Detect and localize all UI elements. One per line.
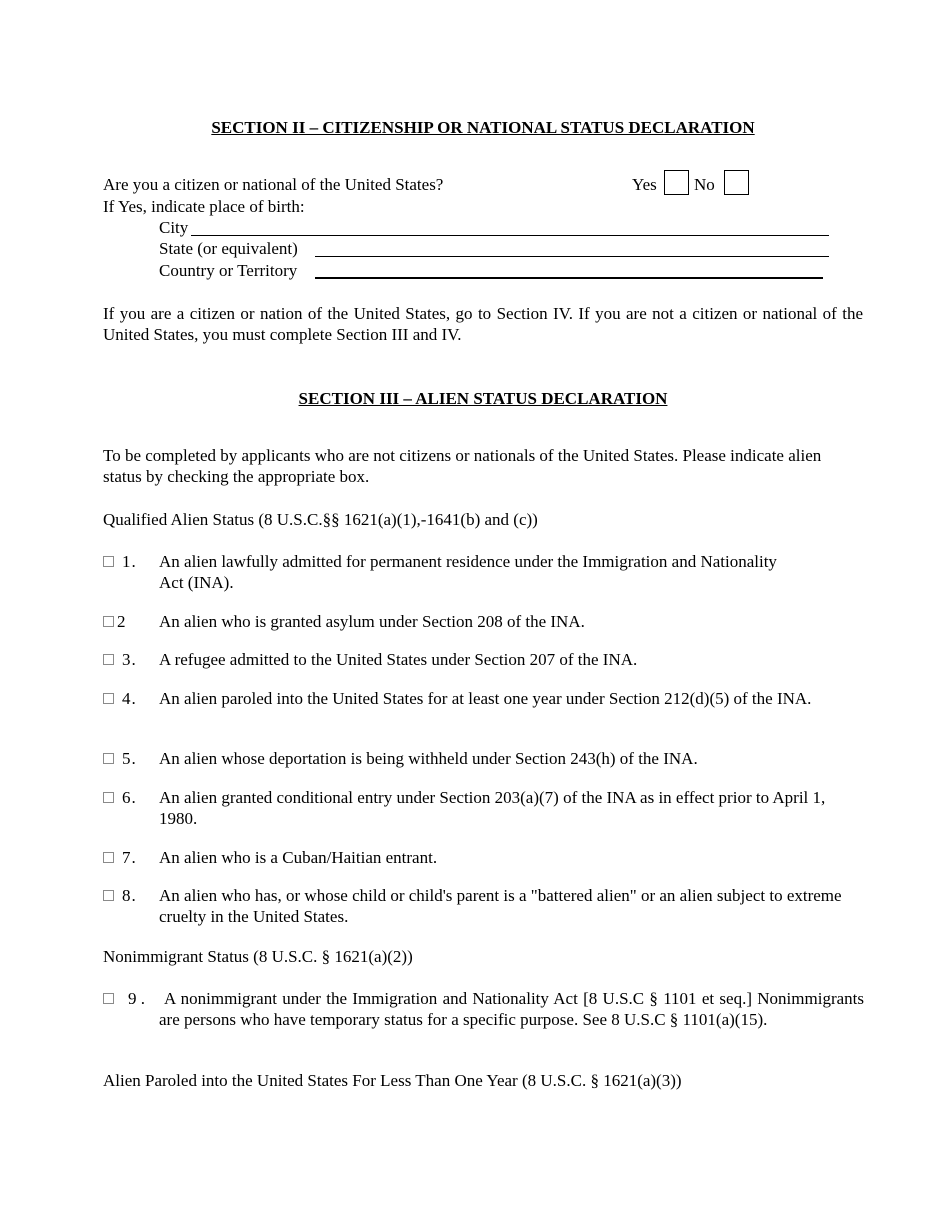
item-text: An alien whose deportation is being withheld under Section 243(h) of the INA. [159, 749, 698, 768]
paroled-heading: Alien Paroled into the United States For Less Than One Year (8 U.S.C. § 1621(a)(3)) [103, 1071, 682, 1090]
item-5-checkbox[interactable] [103, 753, 114, 764]
item-9-checkbox[interactable] [103, 993, 114, 1004]
item-text: An alien lawfully admitted for permanent residence under the Immigration and Nationality Act (INA). [159, 552, 777, 592]
item-number: 8. [122, 886, 137, 905]
country-field[interactable] [315, 262, 823, 279]
item-text: An alien who is a Cuban/Haitian entrant. [159, 848, 438, 867]
no-checkbox[interactable] [724, 170, 749, 195]
item-4-checkbox[interactable] [103, 693, 114, 704]
item-number: 7. [122, 848, 137, 867]
no-label: No [694, 175, 715, 194]
qualified-alien-heading: Qualified Alien Status (8 U.S.C.§§ 1621(a)(1),-1641(b) and (c)) [103, 510, 538, 529]
item-text: A refugee admitted to the United States under Section 207 of the INA. [159, 650, 638, 669]
citizen-question: Are you a citizen or national of the United States? [103, 175, 444, 194]
item-1-checkbox[interactable] [103, 556, 114, 567]
item-6-checkbox[interactable] [103, 792, 114, 803]
item-number: 1. [122, 552, 137, 571]
section-iii-intro: To be completed by applicants who are not citizens or nationals of the United States. Please indicate alien status by checking the appropriate box. [103, 446, 822, 486]
item-text: An alien who is granted asylum under Section 208 of the INA. [159, 612, 585, 631]
state-label: State (or equivalent) [159, 239, 298, 258]
city-field[interactable] [191, 220, 829, 236]
item-number: 9 . [128, 989, 145, 1008]
item-number: 2 [117, 612, 126, 631]
country-label: Country or Territory [159, 261, 298, 280]
section-ii-instruction: If you are a citizen or nation of the United States, go to Section IV. If you are not a citizen or national of the United States, you must complete Section III and IV. [103, 304, 863, 344]
state-field[interactable] [315, 241, 829, 257]
item-text: An alien granted conditional entry under Section 203(a)(7) of the INA as in effect prior to April 1, 1980. [159, 788, 826, 828]
item-3-checkbox[interactable] [103, 654, 114, 665]
item-2-checkbox[interactable] [103, 616, 114, 627]
item-text: A nonimmigrant under the Immigration and Nationality Act [8 U.S.C § 1101 et seq.] Nonimmigrants are persons who have temporary status for a specific purpose. See 8 U.S.C § 1101(a)(15). [159, 989, 864, 1029]
item-number: 5. [122, 749, 137, 768]
item-7-checkbox[interactable] [103, 852, 114, 863]
yes-label: Yes [632, 175, 657, 194]
item-text: An alien paroled into the United States for at least one year under Section 212(d)(5) of the INA. [159, 689, 812, 708]
item-number: 6. [122, 788, 137, 807]
item-number: 4. [122, 689, 137, 708]
item-number: 3. [122, 650, 137, 669]
item-8-checkbox[interactable] [103, 890, 114, 901]
place-of-birth-prompt: If Yes, indicate place of birth: [103, 197, 305, 216]
item-text: An alien who has, or whose child or child's parent is a "battered alien" or an alien subject to extreme cruelty in the United States. [159, 886, 842, 926]
section-ii-title: SECTION II – CITIZENSHIP OR NATIONAL STATUS DECLARATION [211, 118, 755, 137]
section-iii-title: SECTION III – ALIEN STATUS DECLARATION [298, 389, 668, 408]
yes-checkbox[interactable] [664, 170, 689, 195]
nonimmigrant-heading: Nonimmigrant Status (8 U.S.C. § 1621(a)(2)) [103, 947, 413, 966]
city-label: City [159, 218, 189, 237]
